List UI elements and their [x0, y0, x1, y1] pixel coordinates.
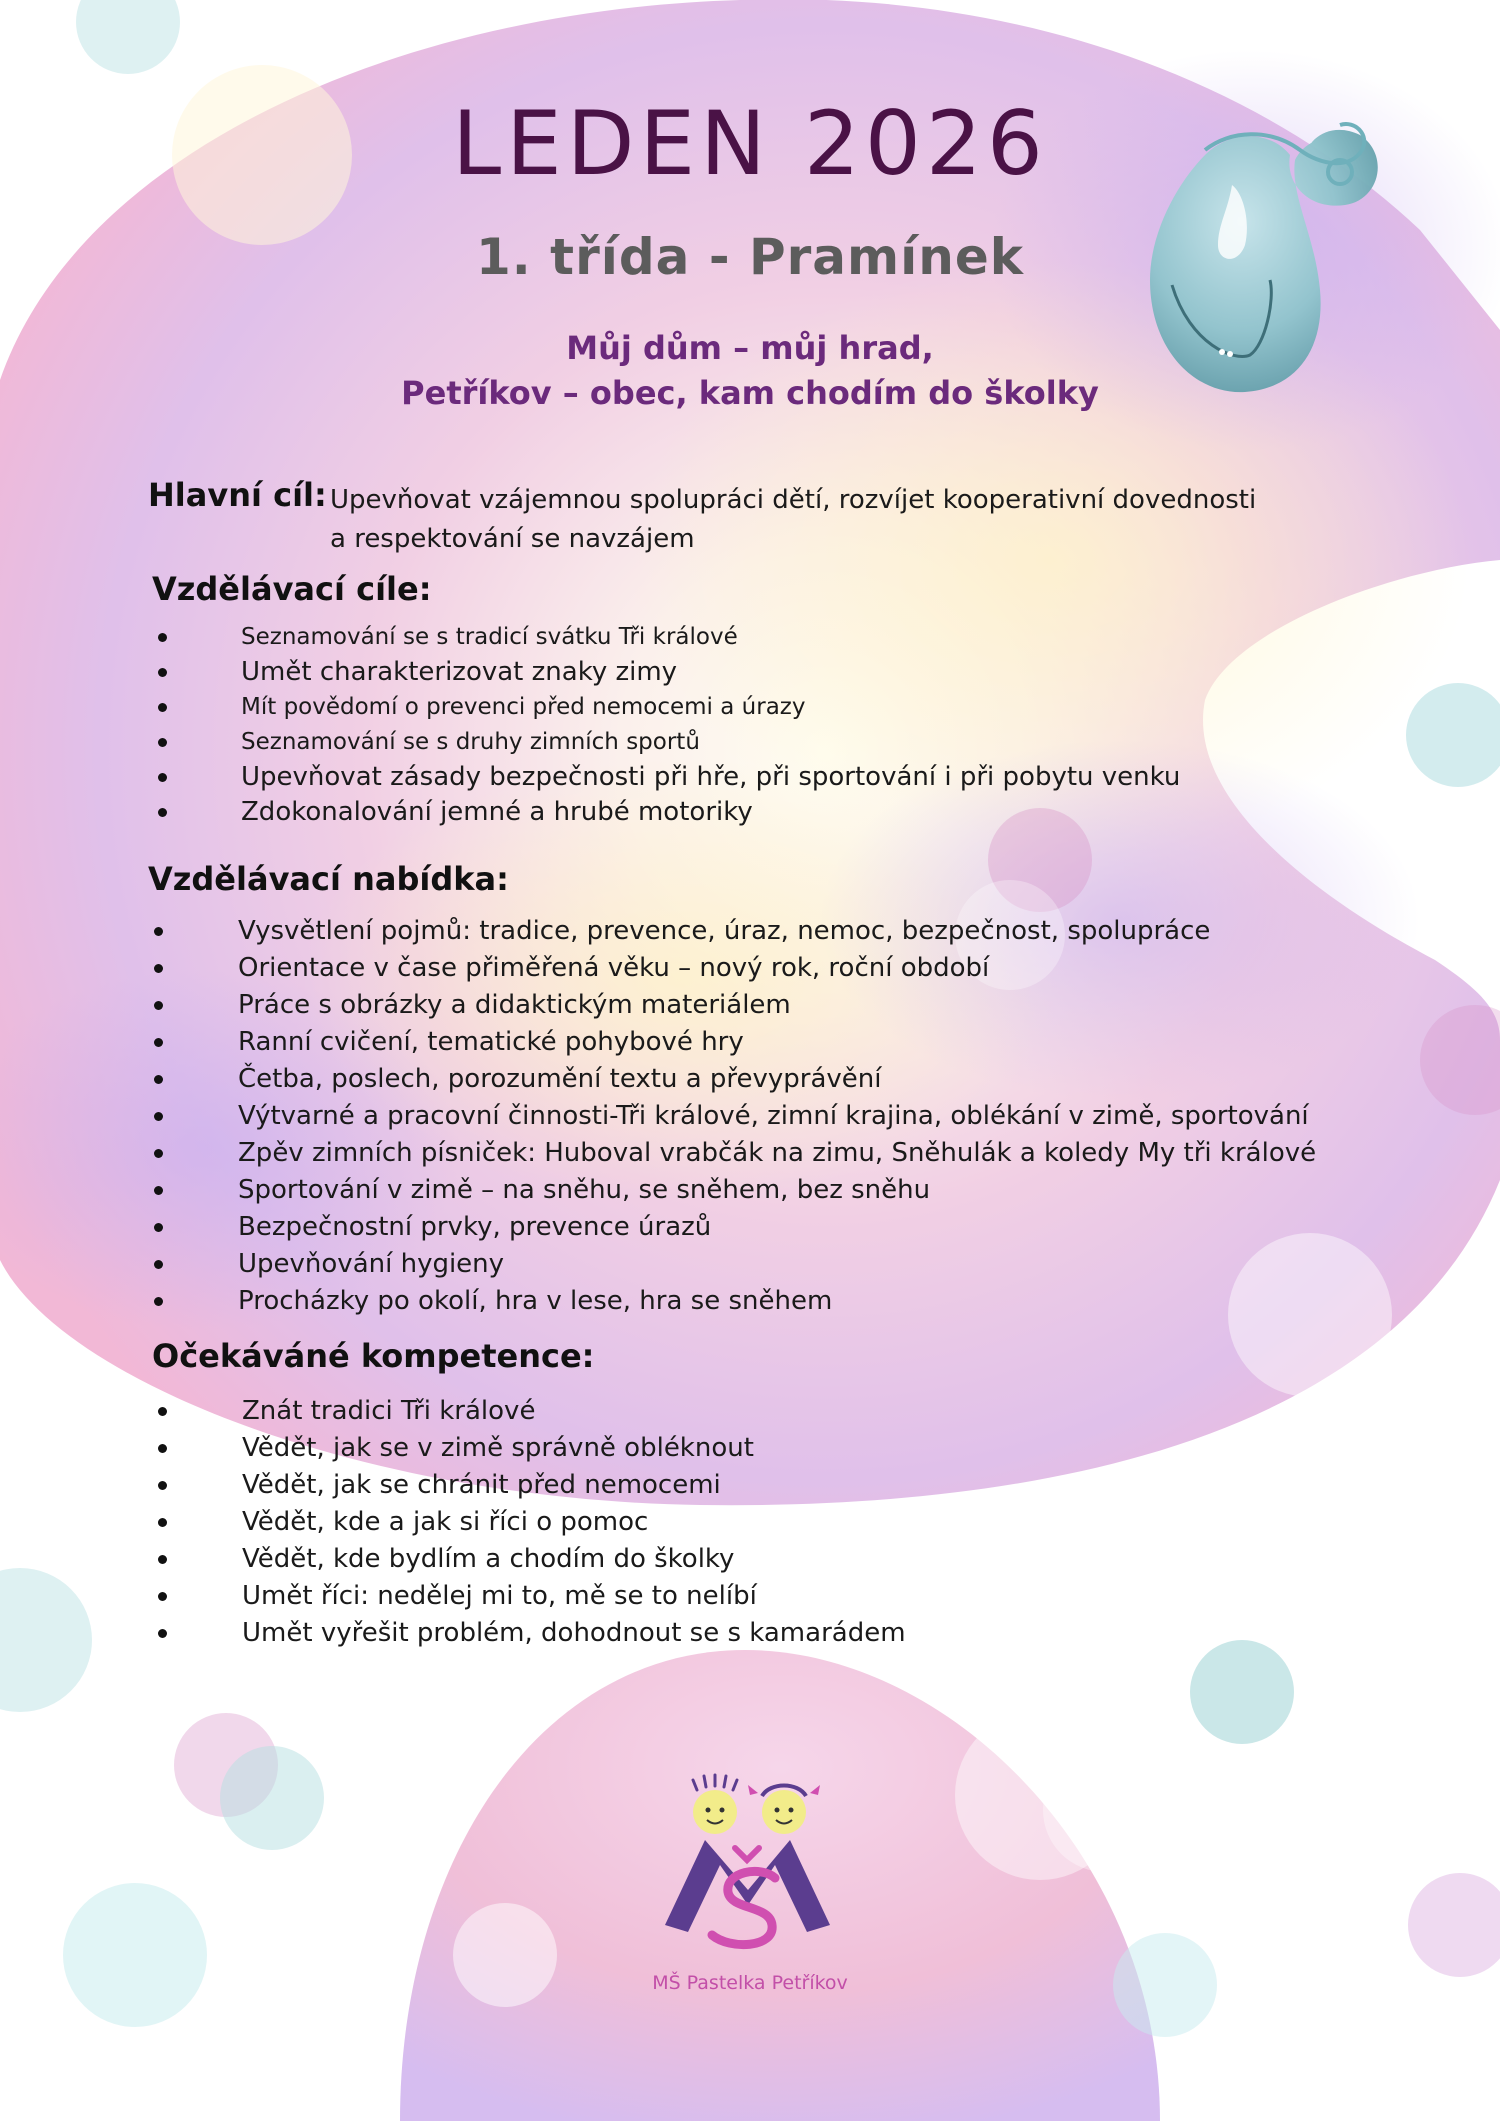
bullet-icon	[158, 1555, 167, 1564]
bullet-icon	[158, 633, 167, 642]
bullet-icon	[158, 668, 167, 677]
class-subtitle: 1. třída - Pramínek	[475, 228, 1025, 286]
bullet-icon	[158, 1444, 167, 1453]
list-item: Upevňování hygieny	[150, 1246, 1316, 1283]
page-title: LEDEN 2026	[452, 92, 1048, 195]
list-item: Umět říci: nedělej mi to, mě se to nelíbí	[152, 1578, 906, 1615]
bullet-icon	[154, 1001, 163, 1010]
list-item: Vysvětlení pojmů: tradice, prevence, úraz, nemoc, bezpečnost, spolupráce	[150, 913, 1316, 950]
list-item: Orientace v čase přiměřená věku – nový rok, roční období	[150, 950, 1316, 987]
list-item: Seznamování se s tradicí svátku Tři králové	[152, 620, 1180, 655]
bullet-icon	[154, 1075, 163, 1084]
theme-line-1: Můj dům – můj hrad,	[566, 329, 934, 367]
list-item: Bezpečnostní prvky, prevence úrazů	[150, 1209, 1316, 1246]
bullet-icon	[158, 773, 167, 782]
list-item: Procházky po okolí, hra v lese, hra se sněhem	[150, 1283, 1316, 1320]
list-item: Ranní cvičení, tematické pohybové hry	[150, 1024, 1316, 1061]
list-item: Sportování v zimě – na sněhu, se sněhem, bez sněhu	[150, 1172, 1316, 1209]
list-item: Mít povědomí o prevenci před nemocemi a úrazy	[152, 690, 1180, 725]
list-item: Vědět, kde a jak si říci o pomoc	[152, 1504, 906, 1541]
competences-heading: Očekáváné kompetence:	[152, 1337, 595, 1375]
bullet-icon	[158, 1518, 167, 1527]
competences-list	[152, 1393, 906, 1652]
list-item: Umět charakterizovat znaky zimy	[152, 655, 1180, 690]
list-item: Znát tradici Tři králové	[152, 1393, 906, 1430]
main-goal-line-2: a respektování se navzájem	[330, 524, 695, 554]
main-goal-line-1: Upevňovat vzájemnou spolupráci dětí, rozvíjet kooperativní dovednosti	[330, 485, 1257, 515]
bullet-icon	[158, 808, 167, 817]
list-item: Upevňovat zásady bezpečnosti při hře, při sportování i při pobytu venku	[152, 760, 1180, 795]
list-item: Vědět, kde bydlím a chodím do školky	[152, 1541, 906, 1578]
list-item: Četba, poslech, porozumění textu a převyprávění	[150, 1061, 1316, 1098]
list-item: Seznamování se s druhy zimních sportů	[152, 725, 1180, 760]
bullet-icon	[154, 1149, 163, 1158]
list-item: Vědět, jak se v zimě správně obléknout	[152, 1430, 906, 1467]
bullet-icon	[154, 1223, 163, 1232]
educational-offer-list	[150, 913, 1316, 1320]
bullet-icon	[154, 1038, 163, 1047]
list-item: Zdokonalování jemné a hrubé motoriky	[152, 795, 1180, 830]
educational-goals-heading: Vzdělávací cíle:	[152, 570, 432, 608]
bullet-icon	[154, 1260, 163, 1269]
bullet-icon	[154, 1112, 163, 1121]
list-item: Umět vyřešit problém, dohodnout se s kamarádem	[152, 1615, 906, 1652]
bullet-icon	[158, 1481, 167, 1490]
school-logo-text: MŠ Pastelka Petříkov	[652, 1972, 848, 1994]
monthly-theme	[0, 326, 1500, 416]
list-item: Výtvarné a pracovní činnosti-Tři králové, zimní krajina, oblékání v zimě, sportování	[150, 1098, 1316, 1135]
bullet-icon	[154, 1297, 163, 1306]
list-item: Zpěv zimních písniček: Huboval vrabčák na zimu, Sněhulák a koledy My tři králové	[150, 1135, 1316, 1172]
bullet-icon	[158, 738, 167, 747]
main-goal-label: Hlavní cíl:	[148, 476, 327, 514]
bullet-icon	[154, 927, 163, 936]
list-item: Vědět, jak se chránit před nemocemi	[152, 1467, 906, 1504]
bullet-icon	[154, 1186, 163, 1195]
bullet-icon	[158, 1629, 167, 1638]
educational-goals-list	[152, 620, 1180, 830]
theme-line-2: Petříkov – obec, kam chodím do školky	[401, 374, 1099, 412]
main-goal-text	[330, 481, 1256, 559]
bullet-icon	[154, 964, 163, 973]
bullet-icon	[158, 1407, 167, 1416]
educational-offer-heading: Vzdělávací nabídka:	[148, 860, 509, 898]
bullet-icon	[158, 1592, 167, 1601]
bullet-icon	[158, 703, 167, 712]
list-item: Práce s obrázky a didaktickým materiálem	[150, 987, 1316, 1024]
